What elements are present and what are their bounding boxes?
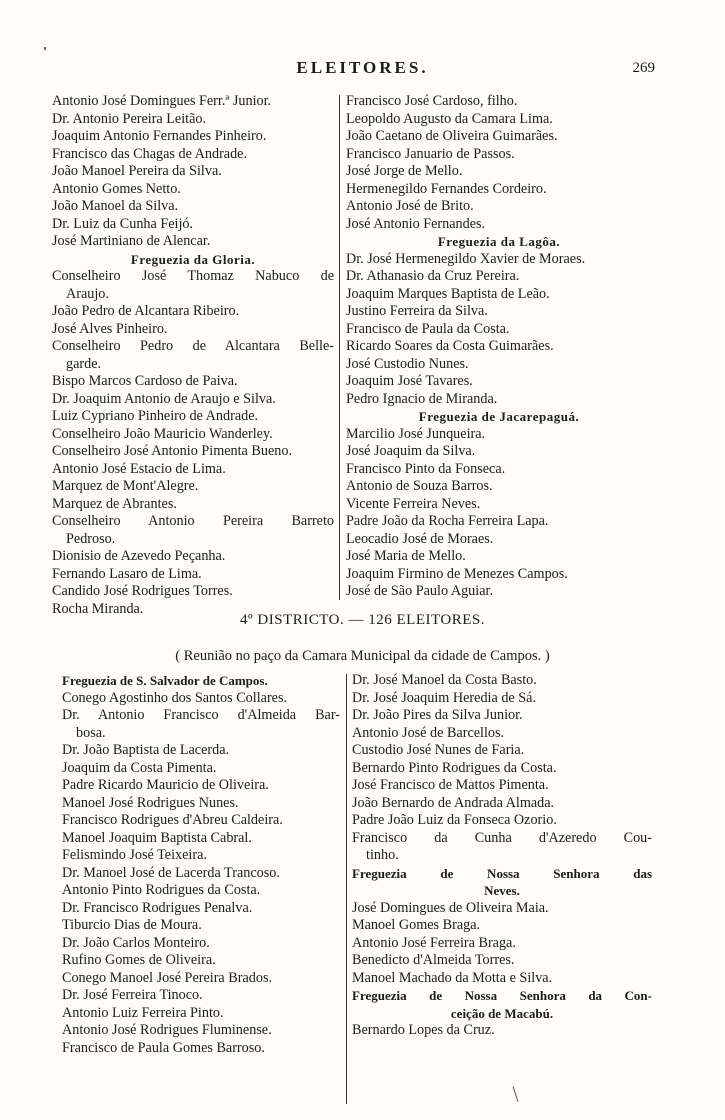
elector-entry: Joaquim José Tavares. <box>346 373 473 389</box>
elector-entry: Dionisio de Azevedo Peçanha. <box>52 548 226 564</box>
elector-entry: Dr. José Hermenegildo Xavier de Moraes. <box>346 250 586 267</box>
elector-entry: Pedroso. <box>66 530 116 547</box>
page-number: 269 <box>632 60 655 76</box>
meeting-note: ( Reunião no paço da Camara Municipal da cidade de Campos. ) <box>175 648 550 664</box>
elector-entry: Padre João Luiz da Fonseca Ozorio. <box>352 812 557 828</box>
elector-entry: José Domingues de Oliveira Maia. <box>352 899 549 916</box>
elector-entry: Bispo Marcos Cardoso de Paiva. <box>52 373 238 389</box>
elector-entry: José Martiniano de Alencar. <box>52 233 211 249</box>
section-heading: Freguezia da Lagôa. <box>437 234 561 249</box>
elector-entry: Araujo. <box>66 285 109 302</box>
elector-entry: Rocha Miranda. <box>52 600 144 617</box>
elector-entry: José Maria de Mello. <box>346 548 466 564</box>
elector-entry: José de São Paulo Aguiar. <box>346 583 493 599</box>
elector-entry: Conselheiro José Antonio Pimenta Bueno. <box>52 443 292 459</box>
elector-entry: Dr. Antonio Francisco d'Almeida Bar- <box>62 707 340 723</box>
elector-entry: Ricardo Soares da Costa Guimarães. <box>346 338 554 354</box>
elector-entry: José Joaquim da Silva. <box>346 443 476 459</box>
elector-entry: Conselheiro José Thomaz Nabuco de <box>52 268 334 284</box>
elector-entry: Dr. Joaquim Antonio de Araujo e Silva. <box>52 390 276 407</box>
bottom-two-column-list <box>62 672 652 1112</box>
elector-entry: Joaquim da Costa Pimenta. <box>62 759 217 776</box>
elector-entry: José Alves Pinheiro. <box>52 320 168 337</box>
elector-entry: José Custodio Nunes. <box>346 355 469 372</box>
elector-entry: Dr. Antonio Pereira Leitão. <box>52 110 207 127</box>
elector-entry: Antonio de Souza Barros. <box>346 478 493 494</box>
elector-entry: Custodio José Nunes de Faria. <box>352 742 525 758</box>
elector-entry: bosa. <box>76 724 106 741</box>
elector-entry: Antonio Pinto Rodrigues da Costa. <box>62 882 261 898</box>
section-heading: Freguezia de Nossa Senhora das <box>352 865 652 881</box>
elector-entry: Joaquim Marques Baptista de Leão. <box>346 285 550 302</box>
elector-entry: Francisco de Paula da Costa. <box>346 320 510 337</box>
elector-entry: Dr. José Manoel da Costa Basto. <box>352 672 537 688</box>
elector-entry: Joaquim Firmino de Menezes Campos. <box>346 565 568 582</box>
elector-entry: Leopoldo Augusto da Camara Lima. <box>346 110 553 127</box>
elector-entry: Francisco Januario de Passos. <box>346 145 515 162</box>
elector-entry: Hermenegildo Fernandes Cordeiro. <box>346 180 547 197</box>
elector-entry: Conego Manoel José Pereira Brados. <box>62 969 273 986</box>
elector-entry: José Jorge de Mello. <box>346 163 463 179</box>
elector-entry: Leocadio José de Moraes. <box>346 530 494 547</box>
elector-entry: Antonio José de Barcellos. <box>352 724 505 741</box>
ink-speck <box>44 47 46 50</box>
elector-entry: Dr. Francisco Rodrigues Penalva. <box>62 899 253 916</box>
elector-entry: Dr. José Joaquim Heredia de Sá. <box>352 689 537 706</box>
elector-entry: Dr. João Pires da Silva Junior. <box>352 707 523 723</box>
section-heading: Freguezia de S. Salvador de Campos. <box>62 673 268 688</box>
elector-entry: Candido José Rodrigues Torres. <box>52 583 233 599</box>
elector-entry: João Pedro de Alcantara Ribeiro. <box>52 303 240 319</box>
elector-entry: Padre Ricardo Mauricio de Oliveira. <box>62 777 269 793</box>
elector-entry: João Manoel da Silva. <box>52 198 179 214</box>
elector-entry: Pedro Ignacio de Miranda. <box>346 390 498 407</box>
elector-entry: José Francisco de Mattos Pimenta. <box>352 777 549 793</box>
section-heading: Freguezia da Gloria. <box>130 251 256 267</box>
elector-entry: Antonio José Estacio de Lima. <box>52 460 226 477</box>
elector-entry: Tiburcio Dias de Moura. <box>62 917 202 933</box>
elector-entry: Joaquim Antonio Fernandes Pinheiro. <box>52 128 267 144</box>
section-heading: Neves. <box>484 883 520 898</box>
elector-entry: Conego Agostinho dos Santos Collares. <box>62 689 288 706</box>
bottom-right-column <box>352 672 652 1040</box>
elector-entry: João Bernardo de Andrada Almada. <box>352 794 555 811</box>
elector-entry: Antonio José de Brito. <box>346 198 474 214</box>
elector-entry: Padre João da Rocha Ferreira Lapa. <box>346 513 549 529</box>
elector-entry: Dr. Manoel José de Lacerda Trancoso. <box>62 864 280 881</box>
section-heading: Freguezia de Jacarepaguá. <box>418 409 580 424</box>
elector-entry: Dr. Luiz da Cunha Feijó. <box>52 215 194 232</box>
page-header <box>0 58 725 88</box>
page-title: ELEITORES. <box>296 58 429 77</box>
elector-entry: Dr. Athanasio da Cruz Pereira. <box>346 268 520 284</box>
elector-entry: José Antonio Fernandes. <box>346 215 486 232</box>
elector-entry: Dr. João Carlos Monteiro. <box>62 934 210 951</box>
elector-entry: Francisco Pinto da Fonseca. <box>346 460 506 477</box>
elector-entry: Marcilio José Junqueira. <box>346 425 486 442</box>
section-heading: ceição de Macabú. <box>450 1005 554 1021</box>
elector-entry: Antonio Gomes Netto. <box>52 180 181 197</box>
elector-entry: Vicente Ferreira Neves. <box>346 495 481 512</box>
elector-entry: Antonio Luiz Ferreira Pinto. <box>62 1004 224 1021</box>
elector-entry: Marquez de Abrantes. <box>52 495 177 512</box>
district-heading: 4º DISTRICTO. — 126 ELEITORES. <box>240 612 485 628</box>
elector-entry: Conselheiro Antonio Pereira Barreto <box>52 513 334 529</box>
top-left-column <box>52 93 334 618</box>
elector-entry: Francisco da Cunha d'Azeredo Cou- <box>352 829 652 846</box>
elector-entry: Manoel Joaquim Baptista Cabral. <box>62 829 252 846</box>
elector-entry: Antonio José Domingues Ferr.ª Junior. <box>52 93 272 109</box>
elector-entry: Antonio José Rodrigues Fluminense. <box>62 1022 272 1038</box>
elector-entry: Dr. João Baptista de Lacerda. <box>62 742 230 758</box>
elector-entry: Francisco das Chagas de Andrade. <box>52 145 248 162</box>
elector-entry: Bernardo Pinto Rodrigues da Costa. <box>352 759 557 776</box>
elector-entry: Benedicto d'Almeida Torres. <box>352 952 515 968</box>
elector-entry: Antonio José Ferreira Braga. <box>352 934 516 951</box>
column-divider <box>339 95 340 600</box>
elector-entry: Francisco José Cardoso, filho. <box>346 93 518 109</box>
elector-entry: Felismindo José Teixeira. <box>62 847 207 863</box>
section-heading: Freguezia de Nossa Senhora da Con- <box>352 988 652 1003</box>
elector-entry: João Manoel Pereira da Silva. <box>52 163 222 179</box>
elector-entry: Conselheiro João Mauricio Wanderley. <box>52 425 273 442</box>
elector-entry: Manoel Gomes Braga. <box>352 917 481 933</box>
elector-entry: Francisco Rodrigues d'Abreu Caldeira. <box>62 812 283 828</box>
elector-entry: João Caetano de Oliveira Guimarães. <box>346 128 558 144</box>
elector-entry: Fernando Lasaro de Lima. <box>52 565 202 582</box>
elector-entry: tinho. <box>366 847 399 863</box>
elector-entry: Dr. José Ferreira Tinoco. <box>62 987 203 1003</box>
elector-entry: Conselheiro Pedro de Alcantara Belle- <box>52 338 334 354</box>
elector-entry: Luiz Cypriano Pinheiro de Andrade. <box>52 408 259 424</box>
elector-entry: Francisco de Paula Gomes Barroso. <box>62 1039 265 1056</box>
top-two-column-list <box>52 93 652 617</box>
bottom-left-column <box>62 672 340 1057</box>
elector-entry: Justino Ferreira da Silva. <box>346 303 488 319</box>
elector-entry: Marquez de Mont'Alegre. <box>52 478 199 494</box>
top-right-column <box>346 93 652 601</box>
elector-entry: Manoel Machado da Motta e Silva. <box>352 969 553 986</box>
elector-entry: Manoel José Rodrigues Nunes. <box>62 794 239 811</box>
elector-entry: garde. <box>66 355 102 372</box>
elector-entry: Rufino Gomes de Oliveira. <box>62 952 216 968</box>
elector-entry: Bernardo Lopes da Cruz. <box>352 1022 495 1038</box>
column-divider <box>346 674 347 1104</box>
